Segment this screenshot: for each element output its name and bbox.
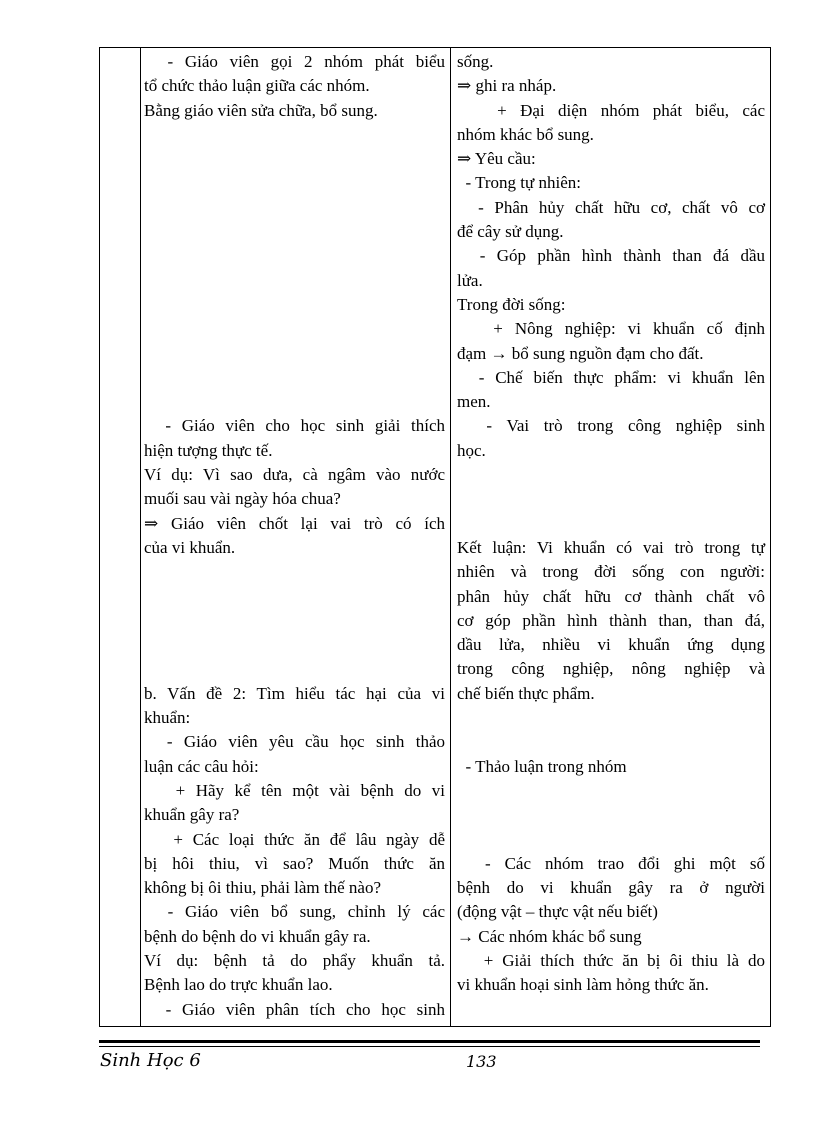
text-line: + Nông nghiệp: vi khuẩn cố định xyxy=(457,319,765,339)
text-line: - Chế biến thực phẩm: vi khuẩn lên xyxy=(457,367,765,387)
text-line: - Giáo viên yêu cầu học sinh thảo xyxy=(144,732,445,752)
text-line: - Phân hủy chất hữu cơ, chất vô cơ xyxy=(457,197,765,217)
text-line: muối sau vài ngày hóa chua? xyxy=(144,489,341,509)
text-line: + Giải thích thức ăn bị ôi thiu là do xyxy=(457,950,765,970)
text-line: phân hủy chất hữu cơ thành chất vô xyxy=(457,586,765,606)
text-line: sống. xyxy=(457,52,494,71)
footer-page-number: 133 xyxy=(466,1052,497,1071)
teacher-activity-column xyxy=(144,50,445,1022)
text-line: (động vật – thực vật nếu biết) xyxy=(457,902,658,922)
text-line: + Hãy kể tên một vài bệnh do vi xyxy=(144,780,445,800)
text-line: - Góp phần hình thành than đá dầu xyxy=(457,246,765,266)
text-line: học. xyxy=(457,440,486,460)
spacer xyxy=(457,706,765,755)
footer-subject: Sinh Học 6 xyxy=(100,1050,201,1071)
text-line: Kết luận: Vi khuẩn có vai trò trong tự xyxy=(457,537,765,557)
footer-rule-thin xyxy=(99,1046,760,1047)
text-line: lửa. xyxy=(457,270,483,290)
text-line: bệnh do bệnh do vi khuẩn gây ra. xyxy=(144,926,371,946)
text-line: Ví dụ: Vì sao dưa, cà ngâm vào nước xyxy=(144,465,445,485)
text-line: không bị ôi thiu, phải làm thế nào? xyxy=(144,878,382,898)
student-activity-column xyxy=(457,50,765,998)
text-line: ⇒ Giáo viên chốt lại vai trò có ích xyxy=(144,513,445,533)
text-line: nhiên và trong đời sống con người: xyxy=(457,562,765,582)
text-line: để cây sử dụng. xyxy=(457,222,564,242)
text-line: bị hôi thiu, vì sao? Muốn thức ăn xyxy=(144,853,445,873)
spacer xyxy=(457,463,765,536)
text-line: Bệnh lao do trực khuẩn lao. xyxy=(144,975,333,995)
footer-rule-thick xyxy=(99,1040,760,1043)
text-line: bệnh do vi khuẩn gây ra ở người xyxy=(457,878,765,898)
text-line: + Đại diện nhóm phát biểu, các xyxy=(457,100,765,120)
table-column-divider-2 xyxy=(450,47,451,1027)
text-line: ⇒ ghi ra nháp. xyxy=(457,76,557,96)
text-line: - Trong tự nhiên: xyxy=(457,173,581,193)
text-line: khuẩn gây ra? xyxy=(144,805,240,825)
spacer xyxy=(457,779,765,852)
text-line: dầu lửa, nhiều vi khuẩn ứng dụng xyxy=(457,635,765,655)
text-line: - Giáo viên phân tích cho học sinh xyxy=(144,999,445,1019)
text-line: men. xyxy=(457,392,491,412)
spacer xyxy=(144,123,445,415)
text-line: đạm → bổ sung nguồn đạm cho đất. xyxy=(457,343,704,363)
text-line: Bằng giáo viên sửa chữa, bổ sung. xyxy=(144,100,378,120)
text-line: trong công nghiệp, nông nghiệp và xyxy=(457,659,765,679)
text-line: nhóm khác bổ sung. xyxy=(457,124,594,144)
text-line: - Vai trò trong công nghiệp sinh xyxy=(457,416,765,436)
table-column-divider-1 xyxy=(140,47,141,1027)
text-line: của vi khuẩn. xyxy=(144,537,236,557)
spacer xyxy=(144,560,445,682)
text-line: → Các nhóm khác bổ sung xyxy=(457,926,642,946)
text-line: - Giáo viên gọi 2 nhóm phát biểu xyxy=(144,52,445,71)
text-line: b. Vấn đề 2: Tìm hiểu tác hại của vi xyxy=(144,683,445,703)
text-line: + Các loại thức ăn để lâu ngày dễ xyxy=(144,829,445,849)
text-line: Trong đời sống: xyxy=(457,294,566,314)
text-line: - Thảo luận trong nhóm xyxy=(457,756,627,776)
text-line: khuẩn: xyxy=(144,708,191,728)
text-line: chế biến thực phẩm. xyxy=(457,683,595,703)
text-line: hiện tượng thực tế. xyxy=(144,440,273,460)
text-line: cơ góp phần hình thành than, than đá, xyxy=(457,610,765,630)
text-line: - Giáo viên cho học sinh giải thích xyxy=(144,416,445,436)
text-line: - Giáo viên bổ sung, chỉnh lý các xyxy=(144,902,445,922)
text-line: luận các câu hỏi: xyxy=(144,756,259,776)
text-line: vi khuẩn hoại sinh làm hỏng thức ăn. xyxy=(457,975,709,995)
text-line: Ví dụ: bệnh tả do phẩy khuẩn tả. xyxy=(144,951,445,971)
text-line: - Các nhóm trao đổi ghi một số xyxy=(457,853,765,873)
text-line: ⇒ Yêu cầu: xyxy=(457,149,536,169)
text-line: tổ chức thảo luận giữa các nhóm. xyxy=(144,76,370,96)
